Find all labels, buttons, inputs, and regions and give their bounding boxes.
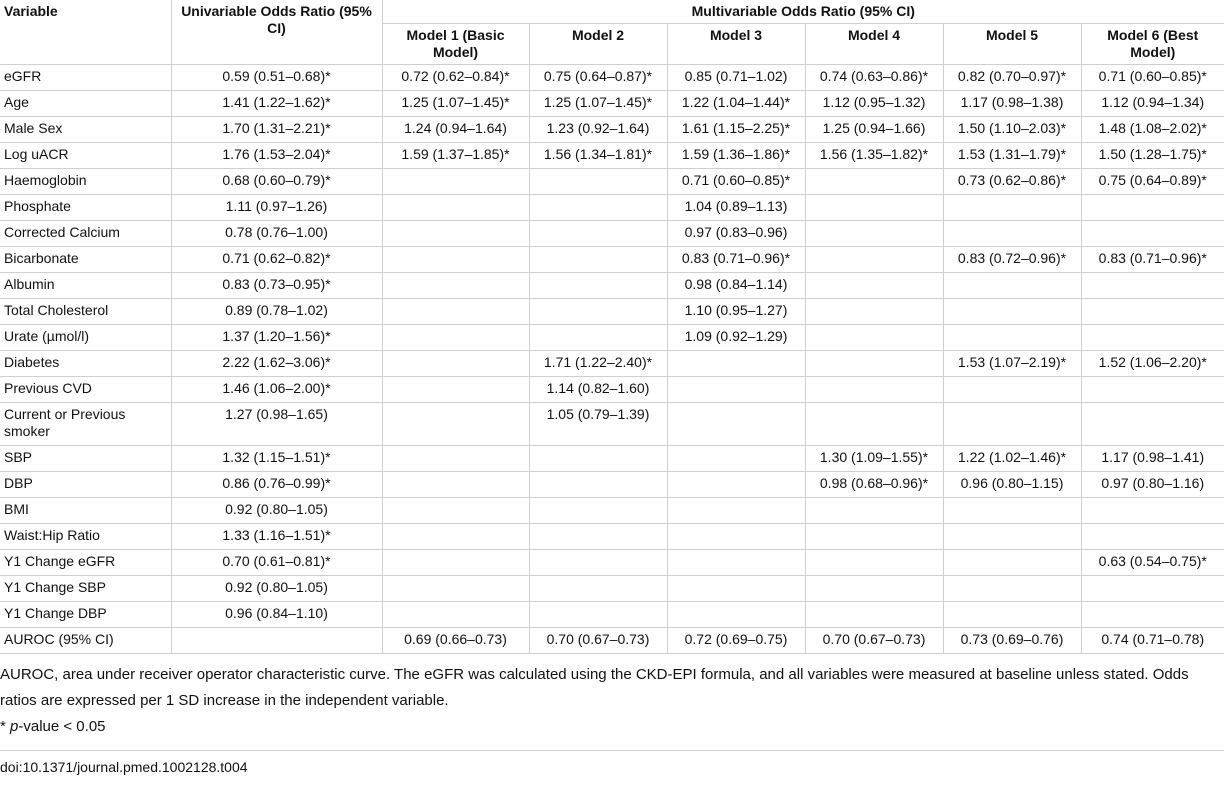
model-cell: 0.73 (0.69–0.76) <box>943 628 1081 654</box>
model-cell: 1.14 (0.82–1.60) <box>529 377 667 403</box>
model-cell <box>529 602 667 628</box>
table-row <box>0 524 1224 550</box>
model-cell: 0.75 (0.64–0.89)* <box>1081 169 1224 195</box>
model-cell <box>382 550 529 576</box>
model-cell <box>382 169 529 195</box>
model-cell: 0.85 (0.71–1.02) <box>667 65 805 91</box>
model-cell: 1.22 (1.02–1.46)* <box>943 446 1081 472</box>
univariable-cell: 0.59 (0.51–0.68)* <box>171 65 382 91</box>
model-cell <box>667 403 805 446</box>
model-cell <box>667 351 805 377</box>
univariable-cell: 2.22 (1.62–3.06)* <box>171 351 382 377</box>
variable-cell: Haemoglobin <box>0 169 171 195</box>
model-cell <box>667 498 805 524</box>
variable-cell: Waist:Hip Ratio <box>0 524 171 550</box>
model-cell: 0.82 (0.70–0.97)* <box>943 65 1081 91</box>
model-cell <box>382 221 529 247</box>
model-cell: 1.53 (1.31–1.79)* <box>943 143 1081 169</box>
model-cell: 0.63 (0.54–0.75)* <box>1081 550 1224 576</box>
variable-cell: Y1 Change SBP <box>0 576 171 602</box>
model-cell: 1.17 (0.98–1.41) <box>1081 446 1224 472</box>
table-row <box>0 325 1224 351</box>
model-cell <box>382 299 529 325</box>
univariable-cell: 0.86 (0.76–0.99)* <box>171 472 382 498</box>
model-cell <box>805 273 943 299</box>
model-header: Model 1 (Basic Model) <box>382 24 529 65</box>
model-cell <box>529 524 667 550</box>
univariable-cell: 0.70 (0.61–0.81)* <box>171 550 382 576</box>
model-cell: 1.71 (1.22–2.40)* <box>529 351 667 377</box>
model-cell: 1.04 (0.89–1.13) <box>667 195 805 221</box>
model-cell <box>382 325 529 351</box>
model-cell: 1.24 (0.94–1.64) <box>382 117 529 143</box>
model-cell <box>667 524 805 550</box>
model-cell <box>667 576 805 602</box>
model-cell <box>382 498 529 524</box>
model-cell <box>805 498 943 524</box>
model-header: Model 3 <box>667 24 805 65</box>
model-cell <box>943 299 1081 325</box>
model-cell: 1.25 (1.07–1.45)* <box>382 91 529 117</box>
model-cell: 0.83 (0.71–0.96)* <box>667 247 805 273</box>
model-cell: 0.72 (0.69–0.75) <box>667 628 805 654</box>
variable-cell: Age <box>0 91 171 117</box>
table-row <box>0 299 1224 325</box>
model-cell: 0.75 (0.64–0.87)* <box>529 65 667 91</box>
model-cell: 1.12 (0.95–1.32) <box>805 91 943 117</box>
model-cell <box>382 351 529 377</box>
model-cell: 1.61 (1.15–2.25)* <box>667 117 805 143</box>
variable-cell: eGFR <box>0 65 171 91</box>
model-cell <box>805 550 943 576</box>
model-cell: 1.52 (1.06–2.20)* <box>1081 351 1224 377</box>
variable-cell: Male Sex <box>0 117 171 143</box>
model-cell: 1.50 (1.10–2.03)* <box>943 117 1081 143</box>
model-cell <box>1081 195 1224 221</box>
model-cell <box>667 446 805 472</box>
table-row <box>0 377 1224 403</box>
model-cell: 0.73 (0.62–0.86)* <box>943 169 1081 195</box>
model-cell: 1.25 (0.94–1.66) <box>805 117 943 143</box>
variable-cell: Y1 Change DBP <box>0 602 171 628</box>
significance-symbol: * <box>0 718 11 735</box>
univariable-cell: 1.37 (1.20–1.56)* <box>171 325 382 351</box>
model-cell: 1.30 (1.09–1.55)* <box>805 446 943 472</box>
variable-cell: Current or Previous smoker <box>0 403 171 446</box>
model-cell <box>382 273 529 299</box>
model-cell <box>529 299 667 325</box>
model-cell <box>1081 498 1224 524</box>
model-cell <box>667 472 805 498</box>
model-cell <box>529 472 667 498</box>
univariable-cell: 0.92 (0.80–1.05) <box>171 498 382 524</box>
model-cell <box>943 273 1081 299</box>
table-row <box>0 576 1224 602</box>
model-cell: 0.72 (0.62–0.84)* <box>382 65 529 91</box>
variable-cell: Previous CVD <box>0 377 171 403</box>
model-cell <box>805 247 943 273</box>
table-row <box>0 403 1224 446</box>
model-cell <box>667 377 805 403</box>
model-cell: 0.69 (0.66–0.73) <box>382 628 529 654</box>
model-cell: 0.71 (0.60–0.85)* <box>1081 65 1224 91</box>
model-cell <box>529 498 667 524</box>
model-cell: 1.10 (0.95–1.27) <box>667 299 805 325</box>
model-cell <box>529 550 667 576</box>
model-cell: 0.97 (0.80–1.16) <box>1081 472 1224 498</box>
table-row <box>0 247 1224 273</box>
univariable-cell: 0.96 (0.84–1.10) <box>171 602 382 628</box>
multivariable-header: Multivariable Odds Ratio (95% CI) <box>382 0 1224 24</box>
model-cell <box>382 403 529 446</box>
model-cell: 0.96 (0.80–1.15) <box>943 472 1081 498</box>
model-cell: 0.98 (0.68–0.96)* <box>805 472 943 498</box>
model-cell <box>1081 524 1224 550</box>
model-cell: 0.74 (0.71–0.78) <box>1081 628 1224 654</box>
model-cell: 0.97 (0.83–0.96) <box>667 221 805 247</box>
variable-cell: DBP <box>0 472 171 498</box>
model-cell <box>805 602 943 628</box>
table-row <box>0 628 1224 654</box>
variable-cell: Urate (µmol/l) <box>0 325 171 351</box>
model-cell <box>382 576 529 602</box>
model-cell <box>667 602 805 628</box>
model-cell <box>805 403 943 446</box>
model-cell <box>943 576 1081 602</box>
model-cell: 0.70 (0.67–0.73) <box>529 628 667 654</box>
model-cell <box>805 221 943 247</box>
model-cell <box>529 273 667 299</box>
univariable-cell: 1.46 (1.06–2.00)* <box>171 377 382 403</box>
univariable-cell: 1.41 (1.22–1.62)* <box>171 91 382 117</box>
univariable-cell: 0.78 (0.76–1.00) <box>171 221 382 247</box>
table-row <box>0 195 1224 221</box>
model-cell: 1.59 (1.36–1.86)* <box>667 143 805 169</box>
model-cell <box>382 247 529 273</box>
univariable-cell: 1.32 (1.15–1.51)* <box>171 446 382 472</box>
model-cell <box>1081 325 1224 351</box>
model-cell <box>529 195 667 221</box>
p-symbol: p <box>10 718 19 735</box>
variable-cell: Bicarbonate <box>0 247 171 273</box>
model-cell <box>943 195 1081 221</box>
model-cell <box>943 403 1081 446</box>
model-cell <box>1081 273 1224 299</box>
model-cell: 1.53 (1.07–2.19)* <box>943 351 1081 377</box>
model-cell: 1.17 (0.98–1.38) <box>943 91 1081 117</box>
univariable-cell: 0.92 (0.80–1.05) <box>171 576 382 602</box>
doi-link[interactable]: doi:10.1371/journal.pmed.1002128.t004 <box>0 759 248 775</box>
variable-cell: Corrected Calcium <box>0 221 171 247</box>
model-cell: 0.83 (0.71–0.96)* <box>1081 247 1224 273</box>
model-cell <box>943 325 1081 351</box>
model-cell <box>943 550 1081 576</box>
univariable-cell: 1.70 (1.31–2.21)* <box>171 117 382 143</box>
model-cell <box>529 446 667 472</box>
model-cell: 1.22 (1.04–1.44)* <box>667 91 805 117</box>
model-cell: 1.48 (1.08–2.02)* <box>1081 117 1224 143</box>
variable-cell: Total Cholesterol <box>0 299 171 325</box>
model-cell <box>529 325 667 351</box>
table-row <box>0 273 1224 299</box>
univariable-cell: 0.83 (0.73–0.95)* <box>171 273 382 299</box>
model-cell <box>382 602 529 628</box>
univariable-cell: 0.89 (0.78–1.02) <box>171 299 382 325</box>
model-cell <box>1081 377 1224 403</box>
model-cell <box>667 550 805 576</box>
variable-cell: Phosphate <box>0 195 171 221</box>
univariable-cell: 1.27 (0.98–1.65) <box>171 403 382 446</box>
model-header: Model 6 (Best Model) <box>1081 24 1224 65</box>
univariable-cell: 1.11 (0.97–1.26) <box>171 195 382 221</box>
model-cell: 0.98 (0.84–1.14) <box>667 273 805 299</box>
model-cell <box>943 221 1081 247</box>
table-row <box>0 602 1224 628</box>
variable-cell: Diabetes <box>0 351 171 377</box>
model-cell: 0.70 (0.67–0.73) <box>805 628 943 654</box>
model-header: Model 5 <box>943 24 1081 65</box>
model-cell: 1.59 (1.37–1.85)* <box>382 143 529 169</box>
model-cell <box>805 377 943 403</box>
table-row <box>0 221 1224 247</box>
model-cell: 1.56 (1.35–1.82)* <box>805 143 943 169</box>
univariable-cell: 1.76 (1.53–2.04)* <box>171 143 382 169</box>
univariable-cell: 0.68 (0.60–0.79)* <box>171 169 382 195</box>
model-cell <box>943 498 1081 524</box>
variable-header: Variable <box>0 0 171 65</box>
model-cell <box>805 299 943 325</box>
model-cell <box>805 351 943 377</box>
model-cell <box>529 169 667 195</box>
model-cell <box>943 377 1081 403</box>
doi-bar <box>0 750 1224 775</box>
table-row <box>0 550 1224 576</box>
model-cell <box>805 195 943 221</box>
model-cell <box>805 169 943 195</box>
model-cell: 1.23 (0.92–1.64) <box>529 117 667 143</box>
model-cell: 1.09 (0.92–1.29) <box>667 325 805 351</box>
table-row <box>0 143 1224 169</box>
model-cell <box>529 576 667 602</box>
variable-cell: SBP <box>0 446 171 472</box>
univariable-cell: 1.33 (1.16–1.51)* <box>171 524 382 550</box>
model-cell <box>943 524 1081 550</box>
table-row <box>0 446 1224 472</box>
model-header: Model 2 <box>529 24 667 65</box>
model-cell <box>805 524 943 550</box>
model-cell: 0.83 (0.72–0.96)* <box>943 247 1081 273</box>
table-row <box>0 169 1224 195</box>
model-cell <box>805 325 943 351</box>
table-body <box>0 65 1224 654</box>
univariable-header: Univariable Odds Ratio (95% CI) <box>171 0 382 65</box>
variable-cell: Log uACR <box>0 143 171 169</box>
model-cell: 1.50 (1.28–1.75)* <box>1081 143 1224 169</box>
variable-cell: BMI <box>0 498 171 524</box>
model-cell <box>1081 299 1224 325</box>
table-row <box>0 117 1224 143</box>
model-cell: 1.25 (1.07–1.45)* <box>529 91 667 117</box>
model-cell <box>1081 602 1224 628</box>
model-cell <box>382 195 529 221</box>
significance-footnote <box>0 714 1220 740</box>
model-cell: 1.56 (1.34–1.81)* <box>529 143 667 169</box>
model-cell <box>382 446 529 472</box>
model-cell <box>382 377 529 403</box>
model-cell <box>805 576 943 602</box>
abbreviation-footnote: AUROC, area under receiver operator characteristic curve. The eGFR was calculated using the CKD-EPI formula, and all variables were measured at baseline unless stated. Odds ratios are expressed per 1 SD increase in the independent variable. <box>0 666 1189 709</box>
model-cell: 1.05 (0.79–1.39) <box>529 403 667 446</box>
variable-cell: Y1 Change eGFR <box>0 550 171 576</box>
table-row <box>0 91 1224 117</box>
model-cell: 1.12 (0.94–1.34) <box>1081 91 1224 117</box>
model-cell <box>1081 576 1224 602</box>
model-cell <box>943 602 1081 628</box>
univariable-cell <box>171 628 382 654</box>
model-cell <box>382 472 529 498</box>
model-cell <box>529 221 667 247</box>
table-footnotes <box>0 654 1224 740</box>
variable-cell: Albumin <box>0 273 171 299</box>
model-header: Model 4 <box>805 24 943 65</box>
model-cell <box>529 247 667 273</box>
model-cell <box>1081 403 1224 446</box>
model-cell: 0.71 (0.60–0.85)* <box>667 169 805 195</box>
model-cell <box>1081 221 1224 247</box>
univariable-cell: 0.71 (0.62–0.82)* <box>171 247 382 273</box>
model-cell: 0.74 (0.63–0.86)* <box>805 65 943 91</box>
table-row <box>0 65 1224 91</box>
variable-cell: AUROC (95% CI) <box>0 628 171 654</box>
table-row <box>0 472 1224 498</box>
model-cell <box>382 524 529 550</box>
significance-text: -value < 0.05 <box>18 718 106 735</box>
table-row <box>0 498 1224 524</box>
table-header <box>0 0 1224 65</box>
table-row <box>0 351 1224 377</box>
